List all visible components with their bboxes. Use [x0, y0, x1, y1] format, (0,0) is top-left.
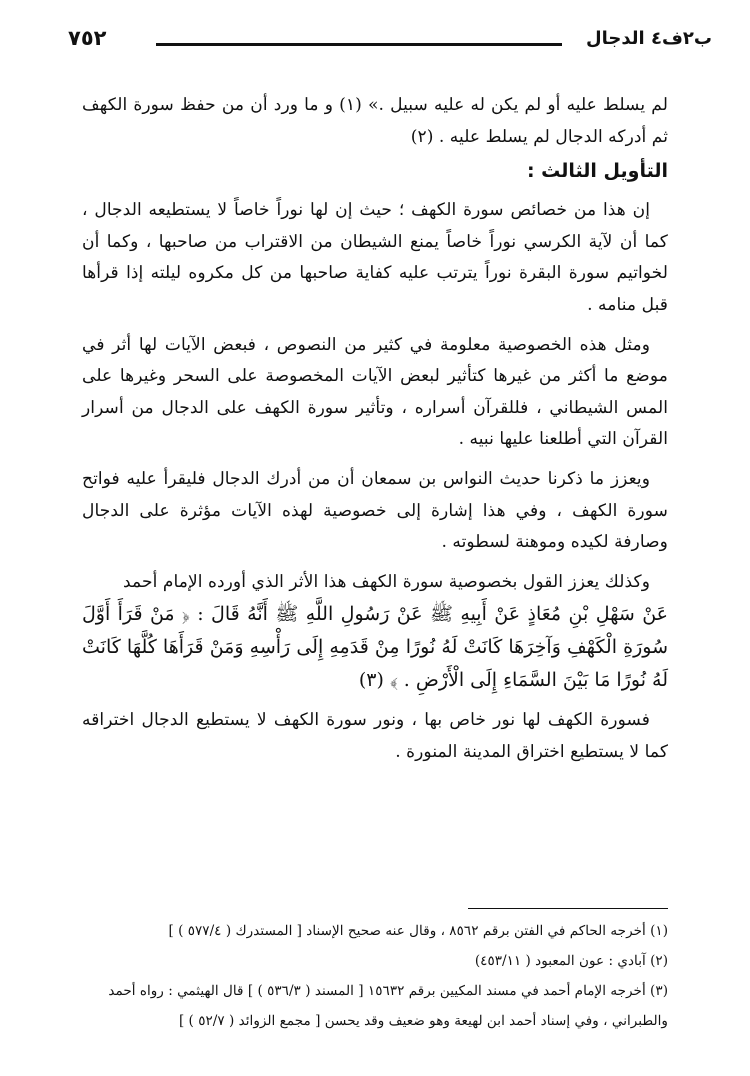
paragraph-continuation: لم يسلط عليه أو لم يكن له عليه سبيل .» (١) و ما ورد أن من حفظ سورة الكهف ثم أدركه الدجال لم يسلط عليه . (٢): [82, 95, 668, 147]
paragraph: ومثل هذه الخصوصية معلومة في كثير من النصوص ، فبعض الآيات لها أثر في موضع ما أكثر من غيرها كتأثير لبعض الآيات المخصوصة على السحر وغيرها على المس الشيطاني ، فللقرآن أسراره ، وتأثير سورة الكهف على الدجال من أسرار القرآن التي أطلعنا عليها نبيه .: [82, 334, 668, 450]
page-header: [64, 26, 712, 56]
page-number: ٧٥٢: [68, 26, 107, 50]
footnote: (١) أخرجه الحاكم في الفتن برقم ٨٥٦٢ ، وقال عنه صحيح الإسناد [ المستدرك ( ٥٧٧/٤ ) ]: [168, 923, 668, 939]
paragraph: إن هذا من خصائص سورة الكهف ؛ حيث إن لها نوراً خاصاً لا يستطيعه الدجال ، كما أن لآية الكرسي نوراً خاصاً يمنع الشيطان من الاقتراب من صاحبها ، وكما أن لخواتيم سورة البقرة نوراً يترتب عليه كفاية صاحبها من كل مكروه ليلته إذا قرأها قبل منامه .: [82, 200, 668, 315]
footnotes: [82, 916, 668, 1036]
hadith-quote: عَنْ سَهْلِ بْنِ مُعَاذٍ عَنْ أَبِيهِ ﷺ عَنْ رَسُولِ اللَّهِ ﷺ أَنَّهُ قَالَ : ﴿ مَنْ قَرَأَ أَوَّلَ سُورَةِ الْكَهْفِ وَآخِرَهَا كَانَتْ لَهُ نُورًا مِنْ قَدَمِهِ إِلَى رَأْسِهِ وَمَنْ قَرَأَهَا كُلَّهَا كَانَتْ لَهُ نُورًا مَا بَيْنَ السَّمَاءِ إِلَى الْأَرْضِ . ﴾ (٣): [82, 603, 668, 692]
header-rule: [156, 43, 562, 46]
section-heading: التأويل الثالث :: [526, 160, 668, 183]
main-text: [82, 90, 668, 769]
paragraph: ويعزز ما ذكرنا حديث النواس بن سمعان أن من أدرك الدجال فليقرأ عليه فواتح سورة الكهف ، وفي هذا إشارة إلى خصوصية لهذه الآيات مؤثرة على الدجال وصارفة لكيده وموهنة لسطوته .: [82, 468, 668, 553]
footnote: (٣) أخرجه الإمام أحمد في مسند المكيين برقم ١٥٦٣٢ [ المسند ( ٥٣٦/٣ ) ] قال الهيثمي : رواه أحمد والطبراني ، وفي إسناد أحمد ابن لهيعة وهو ضعيف وقد يحسن [ مجمع الزوائد ( ٥٢/٧ ) ]: [108, 983, 668, 1029]
paragraph: فسورة الكهف لها نور خاص بها ، ونور سورة الكهف لا يستطيع الدجال اختراقه كما لا يستطيع اختراق المدينة المنورة .: [82, 710, 668, 762]
footnote: (٢) آبادي : عون المعبود ( ٤٥٣/١١): [474, 953, 668, 969]
paragraph: وكذلك يعزز القول بخصوصية سورة الكهف هذا الأثر الذي أورده الإمام أحمد: [123, 571, 650, 592]
footnote-separator: [468, 908, 668, 909]
running-header-title: ب٢ف٤ الدجال: [586, 28, 712, 49]
